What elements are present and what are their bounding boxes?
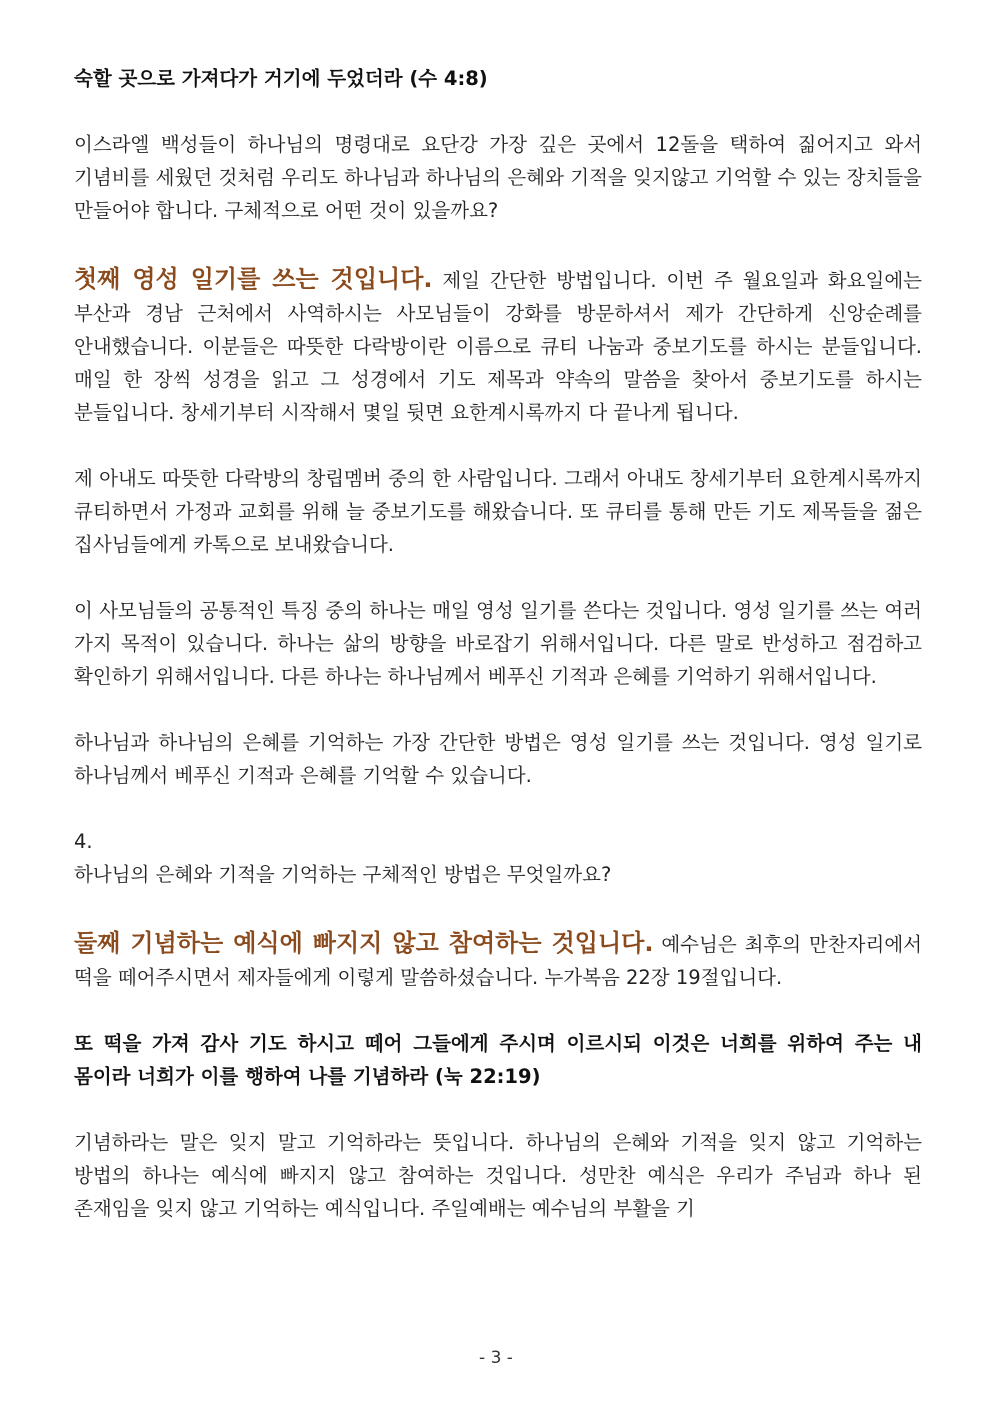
document-body	[74, 62, 922, 1225]
paragraph-simple-method: 하나님과 하나님의 은혜를 기억하는 가장 간단한 방법은 영성 일기를 쓰는 것입니다. 영성 일기로 하나님께서 베푸신 기적과 은혜를 기억할 수 있습니다.	[74, 731, 922, 787]
heading-first-method: 첫째 영성 일기를 쓰는 것입니다.	[74, 265, 433, 293]
paragraph-second-method-text: 예수님은 최후의 만찬자리에서 떡을 떼어주시면서 제자들에게 이렇게 말씀하셨습니다. 누가복음 22장 19절입니다.	[74, 933, 923, 989]
question-line: 하나님의 은혜와 기적을 기억하는 구체적인 방법은 무엇일까요?	[74, 863, 612, 886]
heading-second-method: 둘째 기념하는 예식에 빠지지 않고 참여하는 것입니다.	[74, 929, 654, 957]
verse-joshua-4-8: 숙할 곳으로 가져다가 거기에 두었더라 (수 4:8)	[74, 67, 488, 90]
verse-luke-22-19: 또 떡을 가져 감사 기도 하시고 떼어 그들에게 주시며 이르시되 이것은 너희를 위하여 주는 내 몸이라 너희가 이를 행하여 나를 기념하라 (눅 22:19)	[74, 1032, 922, 1088]
section-number: 4.	[74, 830, 93, 853]
paragraph-remember: 기념하라는 말은 잊지 말고 기억하라는 뜻입니다. 하나님의 은혜와 기적을 잊지 않고 기억하는 방법의 하나는 예식에 빠지지 않고 참여하는 것입니다. 성만찬 예식은 우리가 주님과 하나 된 존재임을 잊지 않고 기억하는 예식입니다. 주일예배는 예수님의 부활을 기	[74, 1131, 922, 1220]
paragraph-second-method	[74, 927, 922, 994]
paragraph-first-method-text: 제일 간단한 방법입니다. 이번 주 월요일과 화요일에는 부산과 경남 근처에서 사역하시는 사모님들이 강화를 방문하셔서 제가 간단하게 신앙순례를 안내했습니다. 이분들은 따뜻한 다락방이란 이름으로 큐티 나눔과 중보기도를 하시는 분들입니다. 매일 한 장씩 성경을 읽고 그 성경에서 기도 제목과 약속의 말씀을 찾아서 중보기도를 하시는 분들입니다. 창세기부터 시작해서 몇일 뒷면 요한계시록까지 다 끝나게 됩니다.	[74, 269, 922, 424]
paragraph-first-method	[74, 263, 922, 429]
paragraph-common-feature: 이 사모님들의 공통적인 특징 중의 하나는 매일 영성 일기를 쓴다는 것입니다. 영성 일기를 쓰는 여러 가지 목적이 있습니다. 하나는 삶의 방향을 바로잡기 위해서입니다. 다른 말로 반성하고 점검하고 확인하기 위해서입니다. 다른 하나는 하나님께서 베푸신 기적과 은혜를 기억하기 위해서입니다.	[74, 599, 922, 688]
paragraph-intro: 이스라엘 백성들이 하나님의 명령대로 요단강 가장 깊은 곳에서 12돌을 택하여 짊어지고 와서 기념비를 세웠던 것처럼 우리도 하나님과 하나님의 은혜와 기적을 잊지않고 기억할 수 있는 장치들을 만들어야 합니다. 구체적으로 어떤 것이 있을까요?	[74, 133, 922, 222]
paragraph-wife: 제 아내도 따뜻한 다락방의 창립멤버 중의 한 사람입니다. 그래서 아내도 창세기부터 요한계시록까지 큐티하면서 가정과 교회를 위해 늘 중보기도를 해왔습니다. 또 큐티를 통해 만든 기도 제목들을 젊은 집사님들에게 카톡으로 보내왔습니다.	[74, 467, 922, 556]
page-number: - 3 -	[479, 1348, 513, 1368]
